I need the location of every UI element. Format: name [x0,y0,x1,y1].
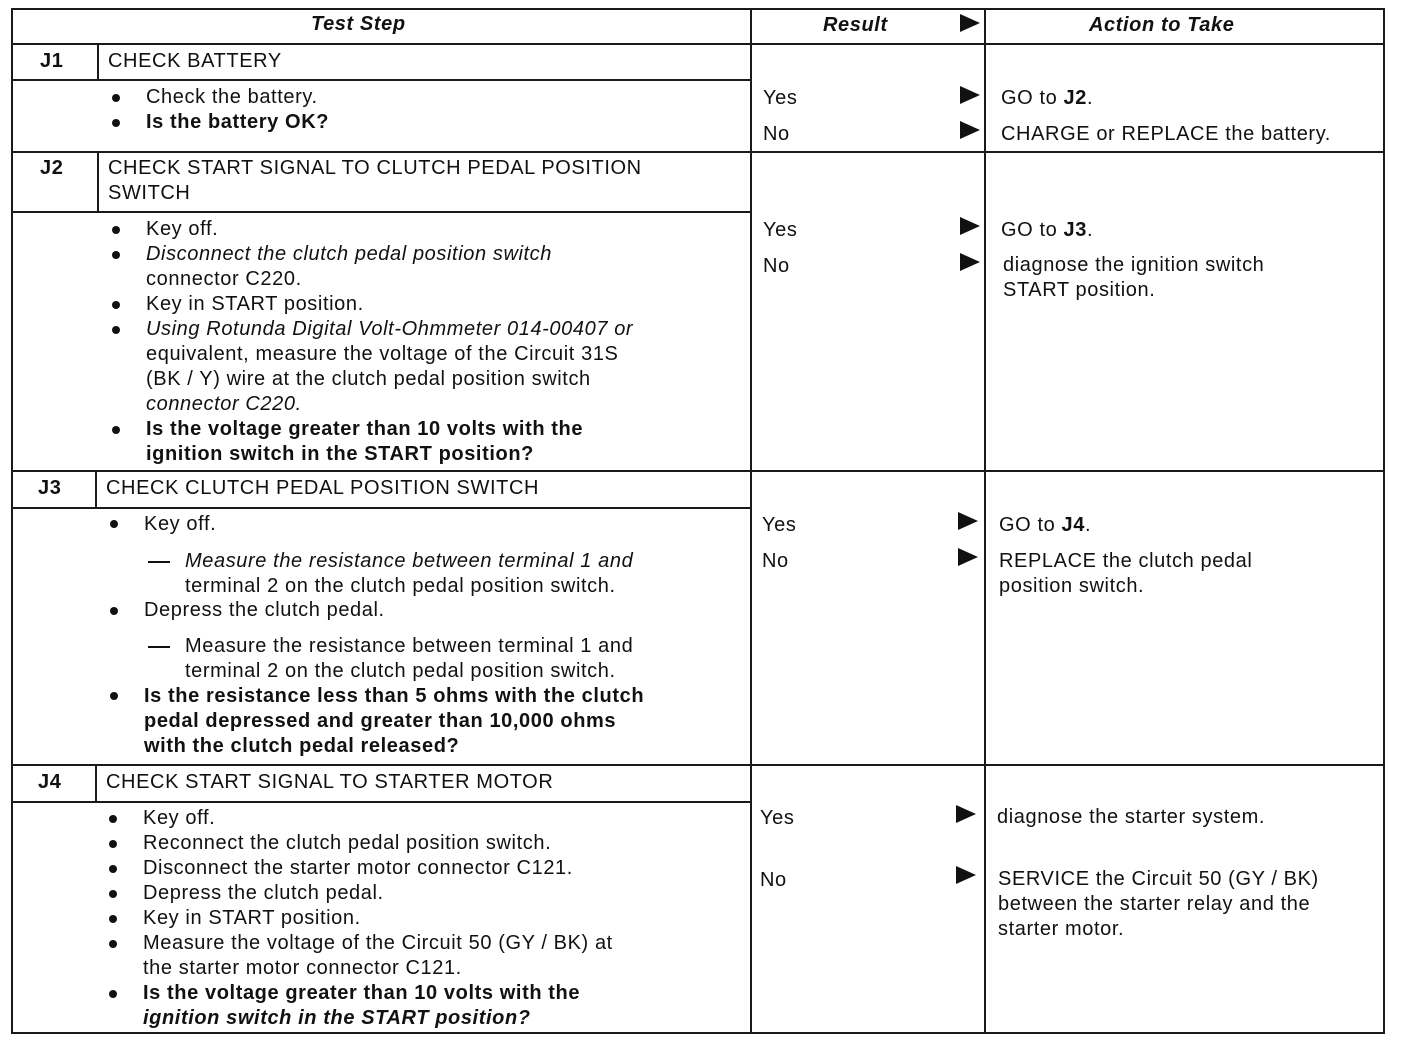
result-yes: Yes [763,219,798,241]
step-item: Key off. [143,807,216,829]
step-item: Key off. [144,513,217,535]
bullet-icon [110,692,118,700]
arrow-icon [960,121,980,139]
bullet-icon [112,326,120,334]
step-item-cont: the starter motor connector C121. [143,957,462,979]
bullet-icon [112,301,120,309]
result-no: No [763,123,790,145]
bullet-icon [109,865,117,873]
step-question-cont: ignition switch in the START position? [146,443,534,465]
step-question: Is the voltage greater than 10 volts with the [143,982,581,1004]
action-no-cont: START position. [1003,279,1156,301]
step-item: Disconnect the clutch pedal position switch [146,243,553,265]
step-item: Depress the clutch pedal. [144,599,385,621]
bullet-icon [110,520,118,528]
step-id: J2 [40,157,64,179]
sub-item-cont: terminal 2 on the clutch pedal position switch. [185,660,616,682]
step-id: J3 [38,477,62,499]
action-no-cont: starter motor. [998,918,1125,940]
dash-icon [148,561,170,563]
step-question-cont: ignition switch in the START position? [143,1007,531,1029]
action-no: SERVICE the Circuit 50 (GY / BK) [998,868,1319,890]
bullet-icon [112,251,120,259]
step-question-cont: with the clutch pedal released? [144,735,460,757]
result-yes: Yes [763,87,798,109]
result-no: No [763,255,790,277]
step-id: J4 [38,771,62,793]
arrow-icon [956,805,976,823]
arrow-icon [960,217,980,235]
step-item: Key in START position. [146,293,364,315]
arrow-icon [956,866,976,884]
step-item-cont: equivalent, measure the voltage of the Circuit 31S [146,343,619,365]
action-no: REPLACE the clutch pedal [999,550,1253,572]
sub-item: Measure the resistance between terminal 1 and [185,550,634,572]
step-question: Is the voltage greater than 10 volts with the [146,418,584,440]
bullet-icon [109,915,117,923]
step-question: Is the battery OK? [146,111,330,133]
bullet-icon [109,890,117,898]
bullet-icon [109,990,117,998]
bullet-icon [112,226,120,234]
action-no: diagnose the ignition switch [1003,254,1265,276]
bullet-icon [109,815,117,823]
bullet-icon [112,94,120,102]
result-no: No [760,869,787,891]
action-yes: GO to J4. [999,514,1092,536]
dash-icon [148,646,170,648]
bullet-icon [110,607,118,615]
header-arrow-icon [960,14,980,32]
action-no-cont: position switch. [999,575,1145,597]
result-yes: Yes [762,514,797,536]
step-title: CHECK START SIGNAL TO STARTER MOTOR [106,771,554,793]
action-yes: GO to J2. [1001,87,1094,109]
header-result: Result [823,14,888,36]
arrow-icon [958,512,978,530]
action-no: CHARGE or REPLACE the battery. [1001,123,1331,145]
step-item: Key in START position. [143,907,361,929]
arrow-icon [960,86,980,104]
header-test-step: Test Step [311,13,406,35]
step-question: Is the resistance less than 5 ohms with the clutch [144,685,645,707]
bullet-icon [109,840,117,848]
step-item: Check the battery. [146,86,318,108]
step-item: Disconnect the starter motor connector C121. [143,857,573,879]
bullet-icon [112,119,120,127]
step-item-cont: (BK / Y) wire at the clutch pedal position switch [146,368,591,390]
action-no-cont: between the starter relay and the [998,893,1311,915]
step-title: CHECK CLUTCH PEDAL POSITION SWITCH [106,477,540,499]
step-item-cont: connector C220. [146,268,302,290]
step-item: Using Rotunda Digital Volt-Ohmmeter 014-00407 or [146,318,634,340]
sub-item: Measure the resistance between terminal 1 and [185,635,634,657]
sub-item-cont: terminal 2 on the clutch pedal position switch. [185,575,616,597]
result-yes: Yes [760,807,795,829]
step-title-cont: SWITCH [108,182,191,204]
action-yes: GO to J3. [1001,219,1094,241]
step-item: Measure the voltage of the Circuit 50 (GY / BK) at [143,932,613,954]
step-question-cont: pedal depressed and greater than 10,000 ohms [144,710,617,732]
step-item: Reconnect the clutch pedal position switch. [143,832,552,854]
step-item: Key off. [146,218,219,240]
step-title: CHECK START SIGNAL TO CLUTCH PEDAL POSITION [108,157,642,179]
arrow-icon [958,548,978,566]
result-no: No [762,550,789,572]
step-item-cont: connector C220. [146,393,302,415]
step-id: J1 [40,50,64,72]
action-yes: diagnose the starter system. [997,806,1266,828]
bullet-icon [112,426,120,434]
bullet-icon [109,940,117,948]
arrow-icon [960,253,980,271]
header-action: Action to Take [1089,14,1235,36]
step-title: CHECK BATTERY [108,50,282,72]
step-item: Depress the clutch pedal. [143,882,384,904]
